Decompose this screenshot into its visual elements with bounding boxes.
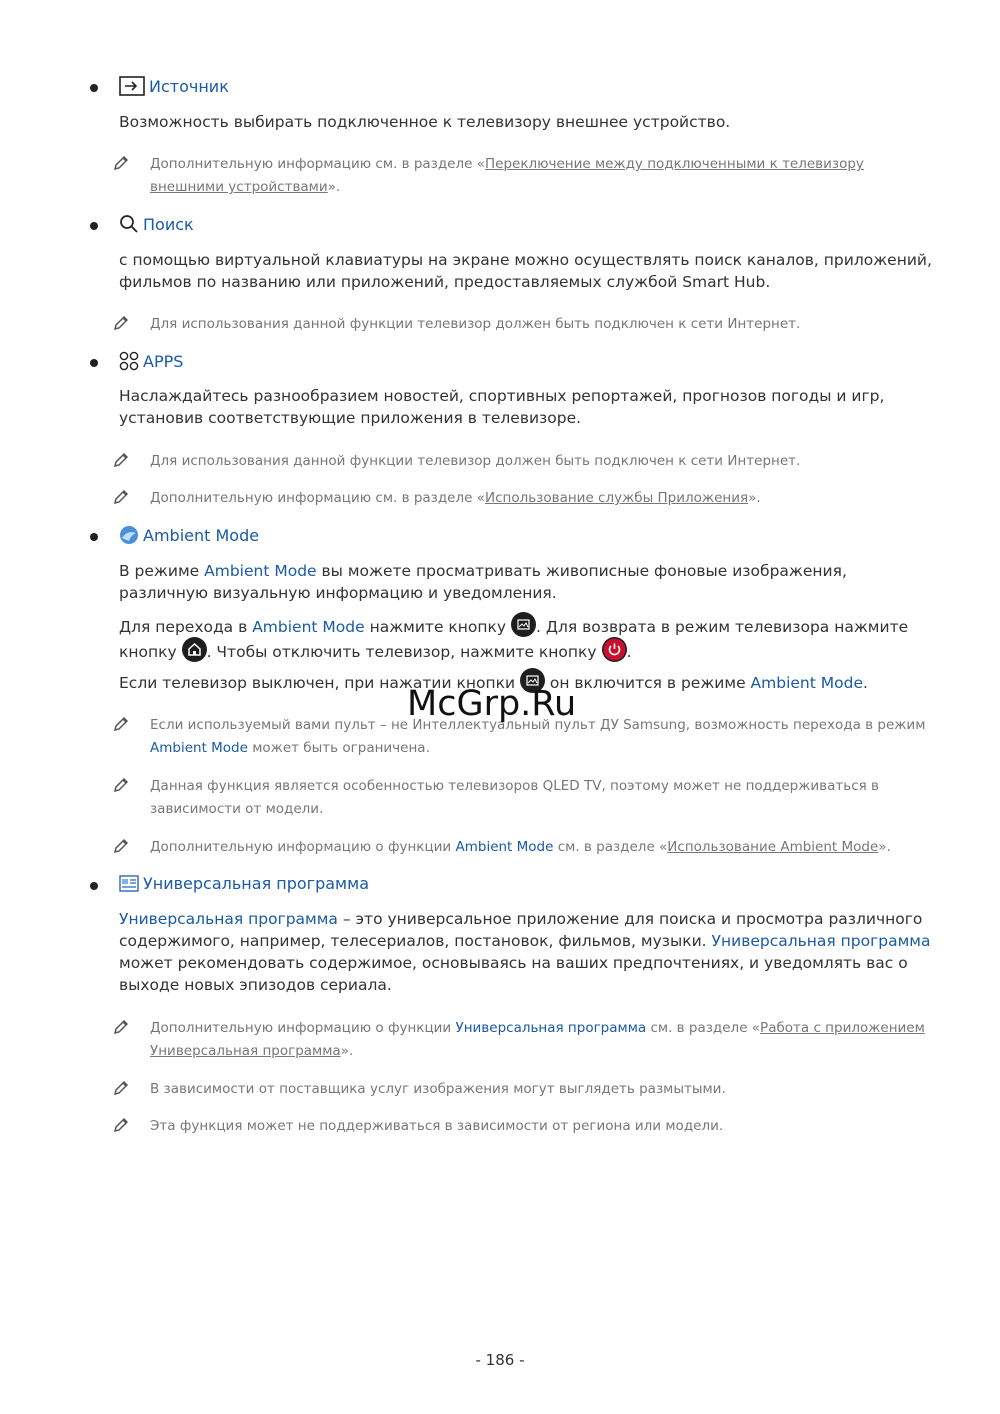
source-icon: [119, 76, 145, 96]
note-pencil-icon: [112, 488, 130, 506]
search-desc: с помощью виртуальной клавиатуры на экране можно осуществлять поиск каналов, приложений, фильмов по названию или приложений, предоставляемых службой Smart Hub.: [119, 251, 932, 291]
ambient-note-2: Данная функция является особенностью телевизоров QLED TV, поэтому может не поддерживаться в зависимости от модели.: [150, 778, 880, 817]
heading-apps-title: APPS: [143, 351, 184, 371]
link-switch-devices[interactable]: Переключение между подключенными к телевизору внешними устройствами: [150, 156, 864, 195]
ambient-p1: В режиме Ambient Mode вы можете просматривать живописные фоновые изображения, различную визуальную информацию и уведомления.: [119, 562, 847, 602]
home-button-icon: [182, 637, 207, 662]
heading-source: [119, 76, 229, 96]
note-pencil-icon: [112, 1018, 130, 1036]
note-pencil-icon: [112, 776, 130, 794]
bullet-ambient: [90, 533, 98, 541]
note-pencil-icon: [112, 837, 130, 855]
note-pencil-icon: [112, 154, 130, 172]
ambient-p3: Если телевизор выключен, при нажатии кнопки он включится в режиме Ambient Mode.: [119, 671, 934, 696]
apps-note-2: Дополнительную информацию см. в разделе «Использование службы Приложения».: [150, 490, 761, 506]
universal-note-2: В зависимости от поставщика услуг изображения могут выглядеть размытыми.: [150, 1081, 726, 1097]
link-universal-guide[interactable]: Работа с приложением Универсальная программа: [150, 1020, 925, 1059]
universal-guide-icon: [119, 875, 139, 893]
universal-p1: Универсальная программа – это универсальное приложение для поиска и просмотра различного содержимого, например, телесериалов, постановок, фильмов, музыки. Универсальная программа может рекомендовать содержимое, основываясь на ваших предпочтениях, и уведомлять вас о выходе новых эпизодов сериала.: [119, 910, 931, 994]
ambient-mode-icon: [119, 525, 139, 545]
ambient-note-3: Дополнительную информацию о функции Ambient Mode см. в разделе «Использование Ambient Mode».: [150, 839, 891, 855]
search-note-1: Для использования данной функции телевизор должен быть подключен к сети Интернет.: [150, 316, 801, 332]
source-note-1: Дополнительную информацию см. в разделе «Переключение между подключенными к телевизору внешними устройствами».: [150, 156, 864, 195]
ambient-button-icon: [511, 612, 536, 637]
apps-note-1: Для использования данной функции телевизор должен быть подключен к сети Интернет.: [150, 453, 801, 469]
power-button-icon: [602, 637, 627, 662]
search-icon: [119, 214, 139, 234]
note-pencil-icon: [112, 314, 130, 332]
apps-desc: Наслаждайтесь разнообразием новостей, спортивных репортажей, прогнозов погоды и игр, установив соответствующие приложения в телевизоре.: [119, 387, 885, 427]
heading-universal: [119, 874, 369, 893]
ambient-note-1: Если используемый вами пульт – не Интеллектуальный пульт ДУ Samsung, возможность перехода в режим Ambient Mode может быть ограничена.: [150, 717, 926, 756]
source-desc: Возможность выбирать подключенное к телевизору внешнее устройство.: [119, 113, 731, 131]
heading-apps: [119, 351, 183, 371]
bullet-source: [90, 84, 98, 92]
bullet-apps: [90, 359, 98, 367]
watermark: McGrp.Ru: [407, 684, 577, 724]
link-ambient-usage[interactable]: Использование Ambient Mode: [667, 839, 879, 855]
universal-note-3: Эта функция может не поддерживаться в зависимости от региона или модели.: [150, 1118, 724, 1134]
note-pencil-icon: [112, 1079, 130, 1097]
bullet-universal: [90, 882, 98, 890]
link-apps-service[interactable]: Использование службы Приложения: [484, 490, 749, 506]
ambient-p2: Для перехода в Ambient Mode нажмите кнопку . Для возврата в режим телевизора нажмите кнопку . Чтобы отключить телевизор, нажмите кнопку .: [119, 615, 934, 665]
note-pencil-icon: [112, 715, 130, 733]
heading-ambient: [119, 525, 259, 545]
heading-search: [119, 214, 194, 234]
universal-note-1: Дополнительную информацию о функции Универсальная программа см. в разделе «Работа с приложением Универсальная программа».: [150, 1020, 925, 1059]
note-pencil-icon: [112, 451, 130, 469]
note-pencil-icon: [112, 1116, 130, 1134]
bullet-search: [90, 222, 98, 230]
heading-ambient-title: Ambient Mode: [143, 525, 260, 545]
apps-icon: [119, 351, 139, 371]
heading-universal-title: Универсальная программа: [143, 874, 369, 893]
heading-search-title: Поиск: [143, 214, 194, 234]
heading-source-title: Источник: [149, 76, 229, 96]
page-number: - 186 -: [475, 1351, 525, 1369]
